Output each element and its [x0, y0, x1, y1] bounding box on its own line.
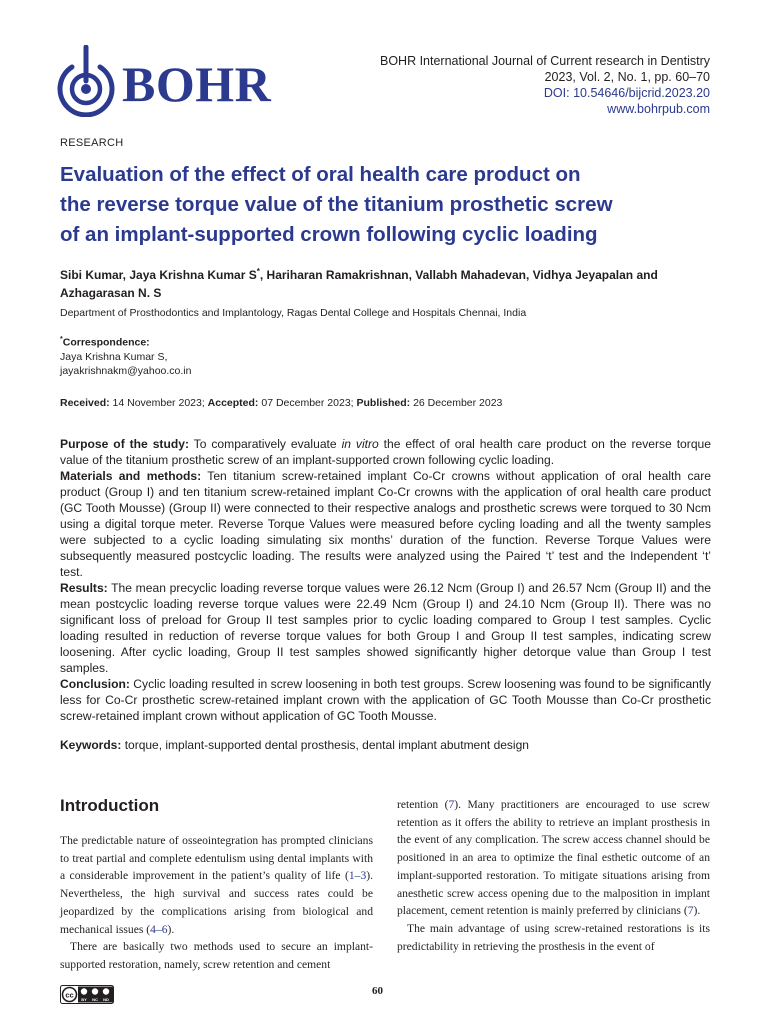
citation-link[interactable]: 7 [448, 798, 455, 811]
published-label: Published: [356, 397, 411, 409]
accepted-label: Accepted: [207, 397, 259, 409]
abstract-results: Results: The mean precyclic loading reverse torque values were 26.12 Ncm (Group I) and 26.57 Ncm (Group II) and the mean postcyclic loading reverse torque values were 22.49 Ncm (Group I) and 24.10 Ncm (Group II). There was no significant loss of preload for Group II test samples prior to cyclic loading compared to Group I test samples. Cyclic loading resulted in reduction of reverse torque values for both Group I and Group II test samples, indicating screw loosening. After cyclic loading, Group II test samples showed significantly higher detorque value than Group I test samples. [60, 581, 711, 675]
authors-text: , Hariharan Ramakrishnan, Vallabh Mahadevan, Vidhya Jeyapalan and [259, 268, 658, 282]
body-paragraph: There are basically two methods used to secure an implant-supported restoration, namely, screw retention and cement [60, 940, 373, 971]
cc-label: cc [65, 990, 74, 1000]
volume-info: 2023, Vol. 2, No. 1, pp. 60–70 [544, 70, 710, 84]
journal-logo [56, 45, 296, 117]
nd-label: ND [103, 997, 109, 1002]
abstract-conclusion: Conclusion: Cyclic loading resulted in screw loosening in both test groups. Screw loosening was found to be significantly less for Co-Cr prosthetic screw-retained implant crown with the application of GC Tooth Mousse than Co-Cr prosthetic screw-retained implant crown without application of GC Tooth Mousse. [60, 677, 711, 723]
citation-link[interactable]: 4–6 [150, 922, 168, 936]
cc-by-nc-nd-icon [60, 985, 114, 1004]
body-paragraph: The main advantage of using screw-retained restorations is its predictability in retrieving the prosthesis in the event of [397, 921, 710, 953]
body-paragraph: The predictable nature of osseointegration has prompted clinicians to treat partial and complete edentulism using dental implants with a considerable improvement in the patient’s quality of life (1–3). Nevertheless, the high survival and success rates could be jeopardized by the complications arising from biological and mechanical issues (4–6). [60, 834, 373, 936]
accepted-date: 07 December 2023; [258, 397, 357, 409]
body-column-left [60, 832, 373, 974]
abstract-heading: Conclusion: [60, 677, 130, 691]
publication-dates [60, 397, 502, 409]
title-line: Evaluation of the effect of oral health care product on [60, 163, 581, 186]
correspondence-email[interactable]: jayakrishnakm@yahoo.co.in [60, 364, 192, 377]
received-label: Received: [60, 397, 110, 409]
corresponding-marker: * [256, 267, 260, 276]
correspondence-block [60, 333, 191, 378]
journal-info [290, 53, 710, 117]
published-date: 26 December 2023 [410, 397, 503, 409]
authors-text: Sibi Kumar, Jaya Krishna Kumar S [60, 268, 257, 282]
introduction-heading: Introduction [60, 796, 160, 815]
authors-text: Azhagarasan N. S [60, 286, 162, 300]
website-link[interactable]: www.bohrpub.com [607, 102, 710, 116]
correspondence-name: Jaya Krishna Kumar S, [60, 350, 168, 363]
abstract-methods: Materials and methods: Ten titanium screw-retained implant Co-Cr crowns without application of oral health care product (Group I) and ten titanium screw-retained implant Co-Cr crowns with the application of oral health care product (GC Tooth Mousse) (Group II) were connected to their respective analogs and prosthetic screws were torqued to 30 Ncm using a digital torque meter. Reverse Torque Values were measured before cycling loading and all the twenty samples were subjected to a cyclic loading simulating six months’ duration of the function. Reverse Torque Values were subsequently measured postcyclic loading. The results were analyzed using the Paired ‘t’ test and the Independent ‘t’ test. [60, 469, 712, 579]
abstract-heading: Results: [60, 581, 108, 595]
body-paragraph: retention (7). Many practitioners are encouraged to use screw retention as it offers the ability to retrieve an implant prosthesis in the event of any complication. The screw access channel should be positioned in an area to optimize the final esthetic outcome of an implant-supported restoration. To mitigate situations arising from anesthetic screw access opening due to the malposition in implant placement, cement retention is mainly preferred by clinicians (7). [397, 798, 710, 918]
section-label: RESEARCH [60, 137, 124, 149]
page-number: 60 [372, 985, 383, 997]
abstract-heading: Materials and methods: [60, 469, 202, 483]
title-line: of an implant-supported crown following cyclic loading [60, 223, 598, 246]
keywords-heading: Keywords: [60, 738, 122, 752]
keywords [60, 738, 529, 752]
corresponding-marker: * [60, 336, 63, 343]
affiliation: Department of Prosthodontics and Implantology, Ragas Dental College and Hospitals Chennai, India [60, 307, 527, 319]
keywords-text: torque, implant-supported dental prosthesis, dental implant abutment design [121, 738, 529, 752]
nc-label: NC [92, 997, 98, 1002]
citation-link[interactable]: 1–3 [348, 869, 367, 883]
abstract [60, 436, 711, 724]
doi-link[interactable]: DOI: 10.54646/bijcrid.2023.20 [543, 86, 710, 100]
title-line: the reverse torque value of the titanium prosthetic screw [60, 193, 613, 216]
received-date: 14 November 2023; [109, 397, 208, 409]
journal-name: BOHR International Journal of Current research in Dentistry [379, 54, 710, 68]
abstract-heading: Purpose of the study: [60, 437, 189, 451]
logo-wordmark: BOHR [122, 56, 272, 112]
correspondence-heading: Correspondence: [62, 336, 150, 349]
author-list [60, 263, 720, 302]
article-title [60, 160, 710, 250]
bohr-logo-icon [56, 45, 118, 117]
license-badge[interactable] [60, 985, 114, 1004]
citation-link[interactable]: 7 [687, 904, 694, 918]
abstract-purpose: Purpose of the study: To comparatively evaluate in vitro the effect of oral health care product on the reverse torque value of the titanium prosthetic screw of an implant-supported crown following cyclic loading. [60, 437, 711, 467]
by-label: BY [81, 997, 87, 1002]
body-column-right [397, 796, 710, 955]
